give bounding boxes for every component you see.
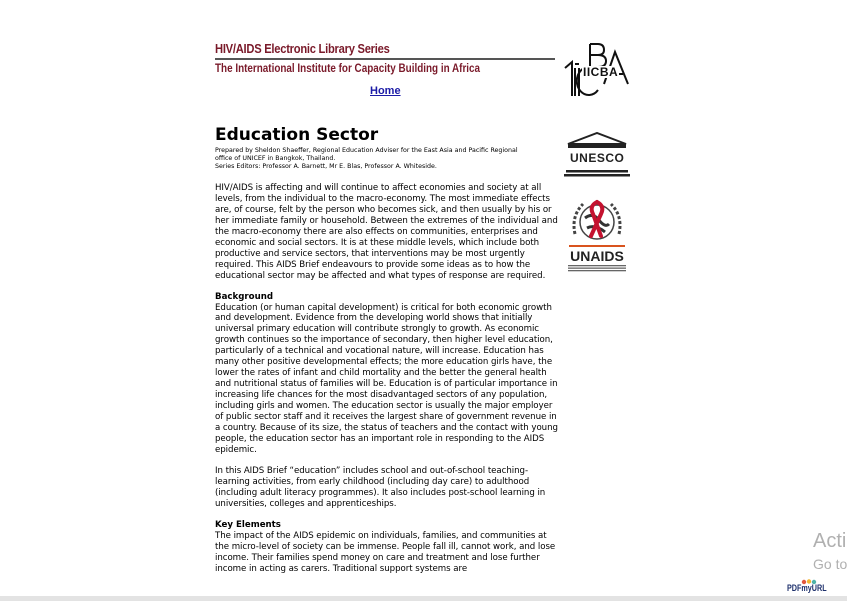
section-key-elements — [215, 520, 560, 575]
series-title: HIV/AIDS Electronic Library Series — [215, 41, 390, 56]
section-background — [215, 292, 560, 510]
credits-line: office of UNICEF in Bangkok, Thailand. — [215, 155, 336, 162]
section-paragraph: The impact of the AIDS epidemic on individuals, families, and communities at the micro-level of society can be immense. People fall ill, cannot work, and lose income. Their families spend money on care and treatment and lose further income in acting as carers. Traditional support systems are — [215, 530, 556, 574]
credits-line: Series Editors: Professor A. Barnett, Mr E. Blas, Professor A. Whiteside. — [215, 163, 437, 170]
document-credits — [215, 147, 560, 171]
bottom-scrollbar[interactable] — [0, 596, 847, 601]
activate-windows-subtitle: Go to — [813, 556, 847, 572]
document-title: Education Sector — [215, 125, 379, 145]
intro-paragraph: HIV/AIDS is affecting and will continue to affect economies and society at all levels, from the individual to the macro-economy. The most immediate effects are, of course, felt by the person who becomes sick, and then usually by his or her immediate family or household. Between the extremes of the individual and the macro-economy there are also effects on communities, enterprises and economic and social sectors. It is at these middle levels, which include both productive and service sectors, that interventions may be most urgently required. This AIDS Brief endeavours to provide some ideas as to how the educational sector may be affected and what types of response are required. — [215, 183, 558, 281]
unaids-logo — [565, 194, 629, 274]
institute-title: The International Institute for Capacity Building in Africa — [215, 63, 481, 75]
unesco-logo — [564, 132, 630, 178]
activate-windows-title: Acti — [813, 530, 847, 552]
pdfmyurl-badge[interactable]: PDFmyURL — [787, 583, 827, 593]
unesco-wordmark: UNESCO — [570, 151, 625, 165]
section-heading: Key Elements — [215, 519, 281, 530]
iicba-logo — [562, 40, 634, 100]
document-content — [215, 126, 560, 574]
unaids-wordmark: UNAIDS — [570, 248, 624, 264]
home-link[interactable]: Home — [370, 85, 401, 97]
library-header — [215, 41, 555, 76]
section-paragraph: Education (or human capital development) is critical for both economic growth and development. Evidence from the developing world shows that initially universal primary education will contribute strongly to growth. As economic growth continues so the importance of secondary, then higher level education, particularly of a technical and vocational nature, will increase. Education has many other positive developmental effects; the more education girls have, the lower the rates of infant and child mortality and the better the general health and nutritional status of families will be. Education is of particular importance in increasing life chances for the most disadvantaged sectors of any population, including girls and women. The education sector is usually the major employer of public sector staff and it receives the largest share of government revenue in a country. Because of its size, the status of teachers and the contact with young people, the education sector has an important role in responding to the AIDS epidemic. — [215, 302, 558, 455]
section-paragraph: In this AIDS Brief “education” includes school and out-of-school teaching-learning activities, from early childhood (including day care) to adulthood (including adult literacy programmes). It also includes post-school learning in universities, colleges and apprenticeships. — [215, 465, 546, 509]
credits-line: Prepared by Sheldon Shaeffer, Regional Education Adviser for the East Asia and Pacific Regional — [215, 147, 518, 154]
section-heading: Background — [215, 291, 274, 302]
header-divider — [215, 58, 555, 60]
iicba-wordmark: IICBA — [583, 65, 619, 79]
